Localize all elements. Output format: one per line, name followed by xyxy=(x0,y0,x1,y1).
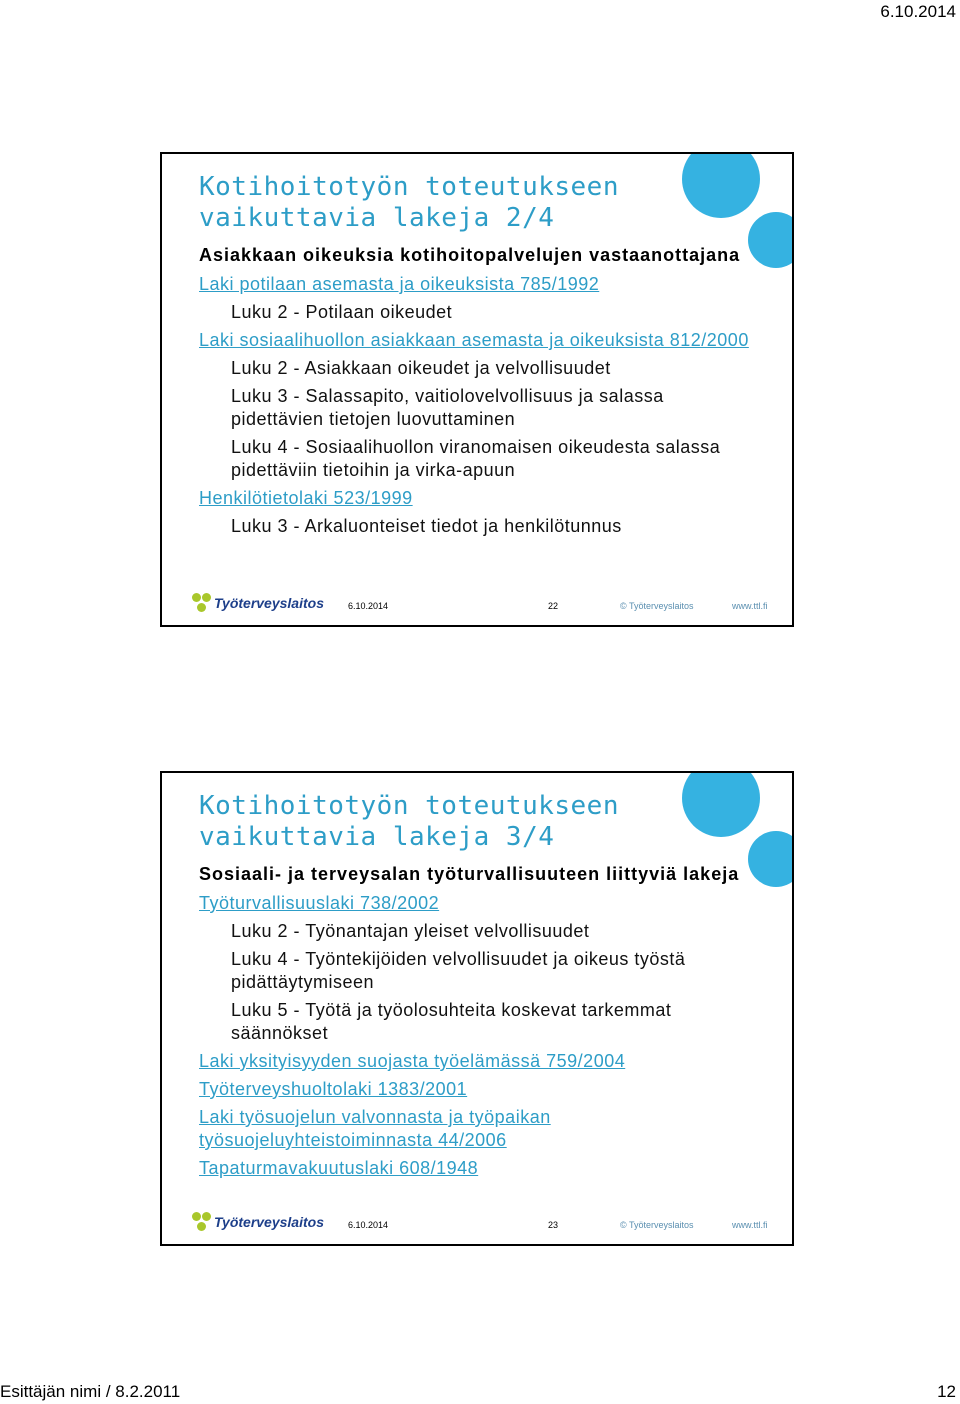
slide-lines xyxy=(199,892,752,1180)
ttl-logo-icon xyxy=(192,593,212,613)
footer-url[interactable]: www.ttl.fi xyxy=(732,601,768,611)
ttl-logo xyxy=(192,1206,324,1238)
chapter-item: Luku 2 - Potilaan oikeudet xyxy=(231,302,453,322)
chapter-item: Luku 4 - Työntekijöiden velvollisuudet ja oikeus työstä pidättäytymiseen xyxy=(231,949,686,992)
page-footer-presenter: Esittäjän nimi / 8.2.2011 xyxy=(0,1382,181,1401)
footer-copyright: © Työterveyslaitos xyxy=(620,601,694,611)
title-line-2: vaikuttavia lakeja 2/4 xyxy=(199,203,555,233)
logo-text: Työterveyslaitos xyxy=(214,595,324,611)
slide-subtitle: Asiakkaan oikeuksia kotihoitopalvelujen vastaanottajana xyxy=(199,245,741,265)
law-link[interactable]: Henkilötietolaki 523/1999 xyxy=(199,488,413,508)
ttl-logo xyxy=(192,587,324,619)
footer-date: 6.10.2014 xyxy=(348,601,389,611)
law-link[interactable]: Työterveyshuoltolaki 1383/2001 xyxy=(199,1079,468,1099)
slide-content xyxy=(199,791,752,1185)
title-line-1: Kotihoitotyön toteutukseen xyxy=(199,791,619,821)
law-link[interactable]: Laki sosiaalihuollon asiakkaan asemasta ja oikeuksista 812/2000 xyxy=(199,330,749,350)
slide-content xyxy=(199,172,752,543)
page-date: 6.10.2014 xyxy=(880,2,956,21)
law-link[interactable]: Laki työsuojelun valvonnasta ja työpaikan työsuojeluyhteistoiminnasta 44/2006 xyxy=(199,1107,551,1150)
chapter-item: Luku 3 - Arkaluonteiset tiedot ja henkilötunnus xyxy=(231,516,622,536)
slide-23 xyxy=(160,771,794,1246)
footer-url[interactable]: www.ttl.fi xyxy=(732,1220,768,1230)
slide-title xyxy=(199,791,752,853)
title-line-2: vaikuttavia lakeja 3/4 xyxy=(199,822,555,852)
slide-title xyxy=(199,172,752,234)
slide-subtitle: Sosiaali- ja terveysalan työturvallisuuteen liittyviä lakeja xyxy=(199,864,740,884)
law-link[interactable]: Tapaturmavakuutuslaki 608/1948 xyxy=(199,1158,479,1178)
chapter-item: Luku 2 - Asiakkaan oikeudet ja velvollisuudet xyxy=(231,358,611,378)
chapter-item: Luku 2 - Työnantajan yleiset velvollisuudet xyxy=(231,921,590,941)
law-link[interactable]: Laki potilaan asemasta ja oikeuksista 785/1992 xyxy=(199,274,600,294)
logo-text: Työterveyslaitos xyxy=(214,1214,324,1230)
chapter-item: Luku 3 - Salassapito, vaitiolovelvollisuus ja salassa pidettävien tietojen luovuttaminen xyxy=(231,386,664,429)
chapter-item: Luku 4 - Sosiaalihuollon viranomaisen oikeudesta salassa pidettäviin tietoihin ja virka-apuun xyxy=(231,437,721,480)
footer-date: 6.10.2014 xyxy=(348,1220,389,1230)
slide-footer xyxy=(192,587,772,621)
slide-lines xyxy=(199,273,752,538)
slide-number: 23 xyxy=(548,1220,559,1230)
ttl-logo-icon xyxy=(192,1212,212,1232)
chapter-item: Luku 5 - Työtä ja työolosuhteita koskevat tarkemmat säännökset xyxy=(231,1000,672,1043)
page-number: 12 xyxy=(937,1382,956,1401)
slide-22 xyxy=(160,152,794,627)
title-line-1: Kotihoitotyön toteutukseen xyxy=(199,172,619,202)
slide-footer xyxy=(192,1206,772,1240)
law-link[interactable]: Laki yksityisyyden suojasta työelämässä 759/2004 xyxy=(199,1051,626,1071)
decor-circle-small xyxy=(748,831,794,887)
decor-circle-small xyxy=(748,212,794,268)
slide-number: 22 xyxy=(548,601,559,611)
footer-copyright: © Työterveyslaitos xyxy=(620,1220,694,1230)
law-link[interactable]: Työturvallisuuslaki 738/2002 xyxy=(199,893,440,913)
